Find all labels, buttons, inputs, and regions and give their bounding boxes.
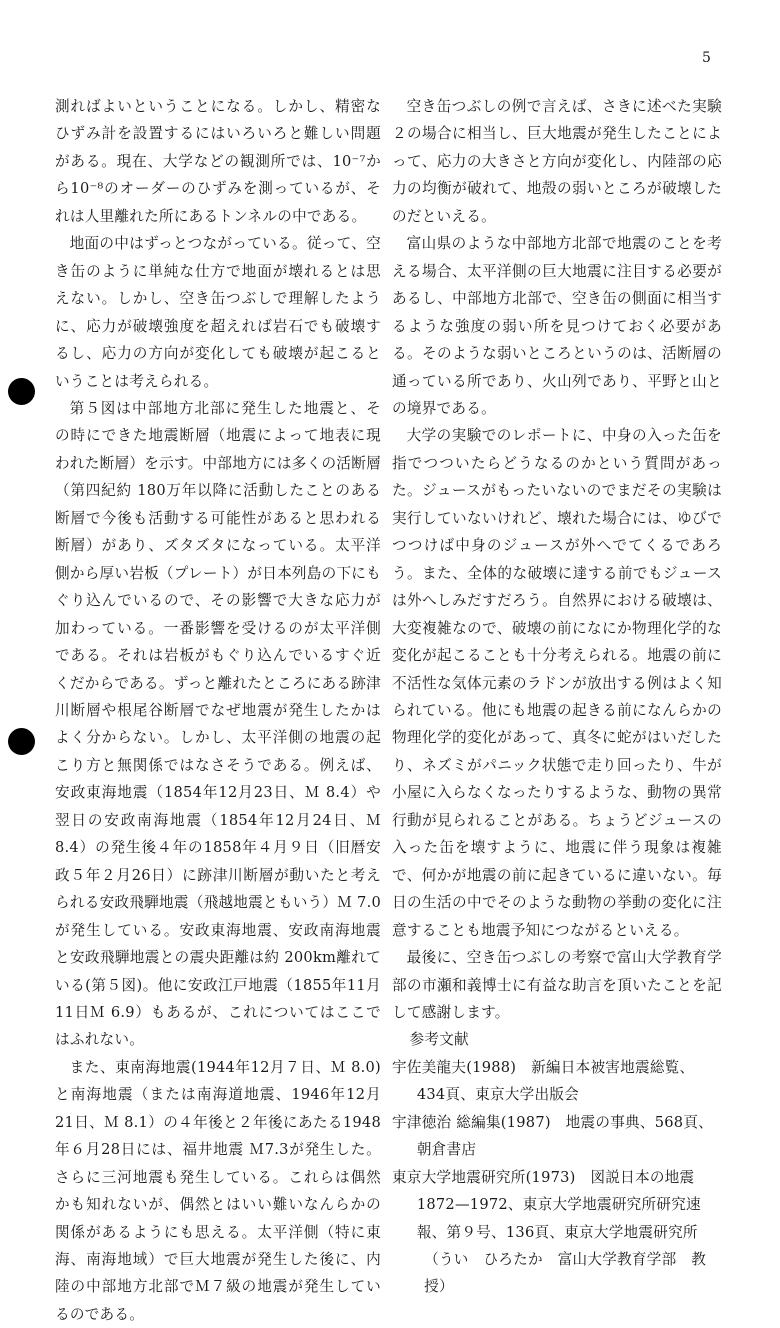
page-number: 5 (702, 50, 711, 66)
paragraph: また、東南海地震(1944年12月７日、Ｍ 8.0)と南海地震（または南海道地震、1946年12月21日、Ｍ 8.1）の４年後と２年後にあたる1948年６月28日には、福井地震 Ｍ7.3が発生した。さらに三河地震も発生している。これらは偶然かも知れないが、偶然とはいい難いなんらかの関係があるようにも思える。太平洋側（特に東海、南海地域）で巨大地震が発生した後に、内陸の中部地方北部でＭ７級の地震が発生しているのである。 (55, 1058, 381, 1323)
left-column (55, 93, 381, 1328)
reference-item: 東京大学地震研究所(1973) 図説日本の地震1872—1972、東京大学地震研究所研究速報、第９号、136頁、東京大学地震研究所 (392, 1168, 701, 1241)
paragraph: 地面の中はずっとつながっている。従って、空き缶のように単純な仕方で地面が壊れるとは思えない。しかし、空き缶つぶしで理解したように、応力が破壊強度を超えれば岩石でも破壊するし、応力の方向が変化しても破壊が起こるということは考えられる。 (55, 235, 381, 390)
author-affiliation: （うい ひろたか 富山大学教育学部 教授） (424, 1251, 707, 1296)
paragraph: 空き缶つぶしの例で言えば、さきに述べた実験２の場合に相当し、巨大地震が発生したことによって、応力の大きさと方向が変化し、内陸部の応力の均衡が破れて、地殻の弱いところが破壊したのだといえる。 (392, 98, 722, 225)
paragraph: 第５図は中部地方北部に発生した地震と、その時にできた地震断層（地震によって地表に現われた断層）を示す。中部地方には多くの活断層（第四紀約 180万年以降に活動したことのある断層で今後も活動する可能性があると思われる断層）があり、ズタズタになっている。太平洋側から厚い岩板（プレート）が日本列島の下にもぐり込んでいるので、その影響で大きな応力が加わっている。一番影響を受けるのが太平洋側である。それは岩板がもぐり込んでいるすぐ近くだからである。ずっと離れたところにある跡津川断層や根尾谷断層でなぜ地震が発生したかはよく分からない。しかし、太平洋側の地震の起こり方と無関係ではなさそうである。例えば、安政東海地震（1854年12月23日、Ｍ 8.4）や翌日の安政南海地震（1854年12月24日、Ｍ 8.4）の発生後４年の1858年４月９日（旧暦安政５年２月26日）に跡津川断層が動いたと考えられる安政飛騨地震（飛越地震ともいう）Ｍ 7.0が発生している。安政東海地震、安政南海地震と安政飛騨地震との震央距離は約 200km離れている(第５図)。他に安政江戸地震（1855年11月11日Ｍ 6.9）もあるが、これについてはここではふれない。 (55, 399, 381, 1049)
binder-hole-top (8, 378, 35, 405)
paragraph: 測ればよいということになる。しかし、精密なひずみ計を設置するにはいろいろと難しい問題がある。現在、大学などの観測所では、10⁻⁷から10⁻⁸のオーダーのひずみを測っているが、それは人里離れた所にあるトンネルの中である。 (55, 98, 381, 225)
reference-item: 宇佐美龍夫(1988) 新編日本被害地震総覧、 434頁、東京大学出版会 (392, 1058, 695, 1104)
reference-item: 宇津徳治 総編集(1987) 地震の事典、568頁、朝倉書店 (392, 1113, 714, 1159)
right-column (392, 93, 722, 1301)
paragraph: 富山県のような中部地方北部で地震のことを考える場合、太平洋側の巨大地震に注目する必要があるし、中部地方北部で、空き缶の側面に相当するような強度の弱い所を見つけておく必要がある。そのような弱いところというのは、活断層の通っている所であり、火山列であり、平野と山との境界である。 (392, 235, 722, 417)
references-title: 参考文献 (409, 1031, 469, 1049)
paragraph: 最後に、空き缶つぶしの考察で富山大学教育学部の市瀬和義博士に有益な助言を頂いたことを記して感謝します。 (392, 949, 722, 1021)
paragraph: 大学の実験でのレポートに、中身の入った缶を指でつついたらどうなるのかという質問があった。ジュースがもったいないのでまだその実験は実行していないけれど、壊れた場合には、ゆびでつつけば中身のジュースが外へでてくるであろう。また、全体的な破壊に達する前でもジュースは外へしみだすだろう。自然界における破壊は、大変複雑なので、破壊の前になにか物理化学的な変化が起こることも十分考えられる。地震の前に不活性な気体元素のラドンが放出する例はよく知られている。他にも地震の起きる前になんらかの物理化学的変化があって、真冬に蛇がはいだしたり、ネズミがパニック状態で走り回ったり、牛が小屋に入らなくなったりするような、動物の異常行動が見られることがある。ちょうどジュースの入った缶を壊すように、地震に伴う現象は複雑で、何かが地震の前に起きているに違いない。毎日の生活の中でそのような動物の挙動の変化に注意することも地震予知につながるといえる。 (392, 427, 722, 939)
binder-hole-bottom (8, 728, 35, 755)
